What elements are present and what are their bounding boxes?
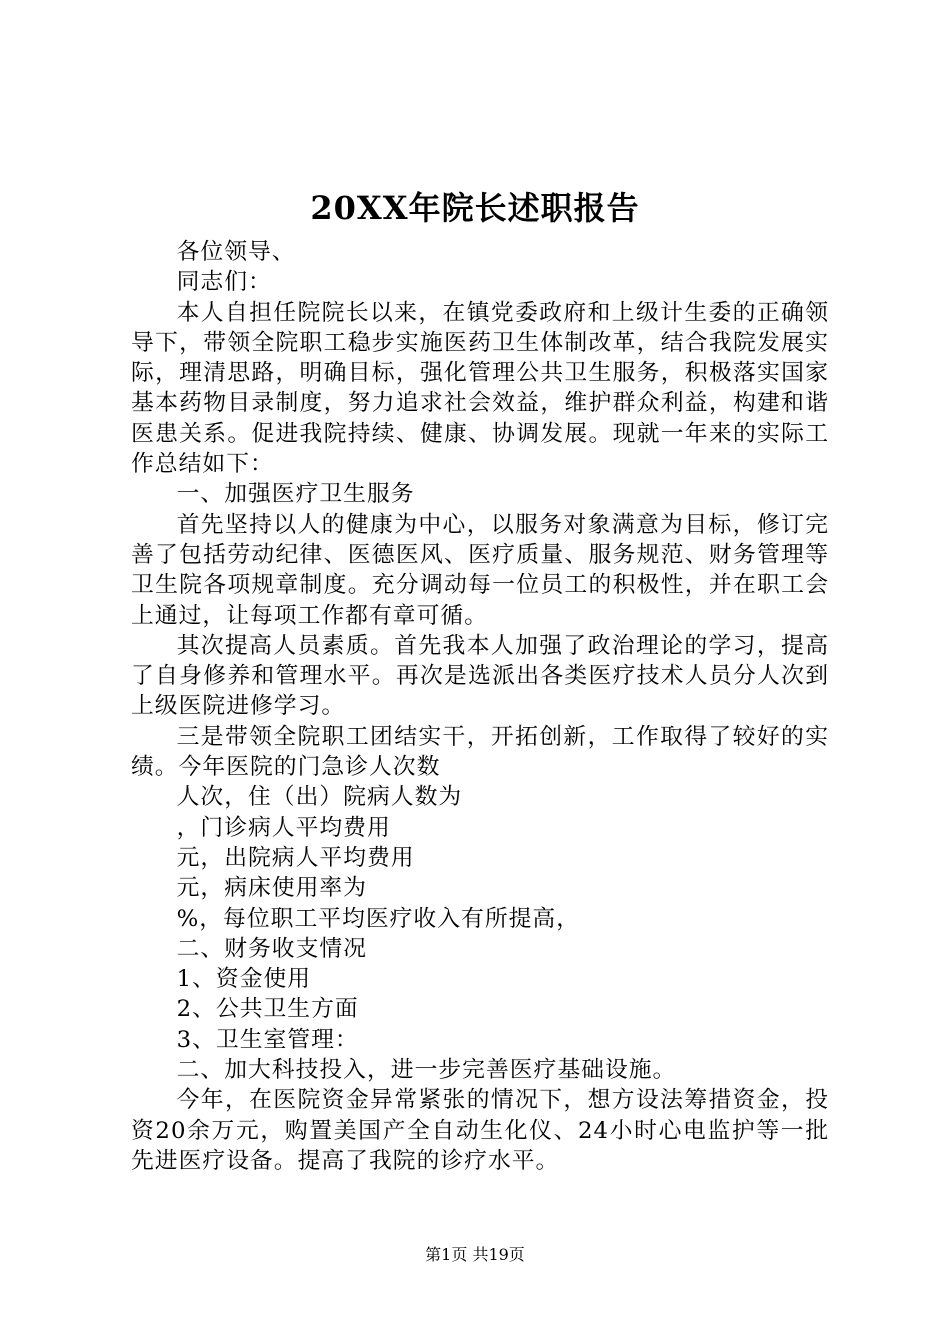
stat-line-outpatient-cost: ，门诊病人平均费用 <box>176 814 391 841</box>
stat-line-inpatient-cost: 元，出院病人平均费用 <box>176 844 415 871</box>
list-item-funds: 1、资金使用 <box>176 966 312 993</box>
paragraph-equipment: 今年，在医院资金异常紧张的情况下，想方设法筹措资金，投资20余万元，购置美国产全自动生化仪、24小时心电监护等一批先进医疗设备。提高了我院的诊疗水平。 <box>131 1087 829 1174</box>
section-heading-medical-service: 一、加强医疗卫生服务 <box>176 481 415 508</box>
stat-line-income: %，每位职工平均医疗收入有所提高， <box>176 905 581 932</box>
salutation-line-1: 各位领导、 <box>176 239 296 265</box>
paragraph-staff-quality: 其次提高人员素质。首先我本人加强了政治理论的学习，提高了自身修养和管理水平。再次是选派出各类医疗技术人员分人次到上级医院进修学习。 <box>131 632 829 720</box>
stat-line-bed-usage: 元，病床使用率为 <box>176 875 367 902</box>
document-body <box>131 237 829 1176</box>
document-title: 20XX年院长述职报告 <box>310 189 640 227</box>
section-heading-finance: 二、财务收支情况 <box>176 935 367 962</box>
list-item-clinic-management: 3、卫生室管理： <box>176 1026 359 1053</box>
paragraph-achievements: 三是带领全院职工团结实干，开拓创新，工作取得了较好的实绩。今年医院的门急诊人次数 <box>131 723 829 781</box>
intro-paragraph: 本人自担任院院长以来，在镇党委政府和上级计生委的正确领导下，带领全院职工稳步实施医药卫生体制改革，结合我院发展实际，理清思路，明确目标，强化管理公共卫生服务，积极落实国家基本药物目录制度，努力追求社会效益，维护群众利益，构建和谐医患关系。促进我院持续、健康、协调发展。现就一年来的实际工作总结如下： <box>131 299 829 478</box>
page-number-footer: 第1页 共19页 <box>425 1245 525 1264</box>
salutation-line-2: 同志们： <box>176 269 272 296</box>
paragraph-regulations: 首先坚持以人的健康为中心，以服务对象满意为目标，修订完善了包括劳动纪律、医德医风、医疗质量、服务规范、财务管理等卫生院各项规章制度。充分调动每一位员工的积极性，并在职工会上通过，让每项工作都有章可循。 <box>131 511 829 629</box>
list-item-public-health: 2、公共卫生方面 <box>176 996 359 1023</box>
section-heading-technology: 二、加大科技投入，进一步完善医疗基础设施。 <box>176 1057 677 1084</box>
stat-line-inpatients: 人次，住（出）院病人数为 <box>176 784 463 811</box>
